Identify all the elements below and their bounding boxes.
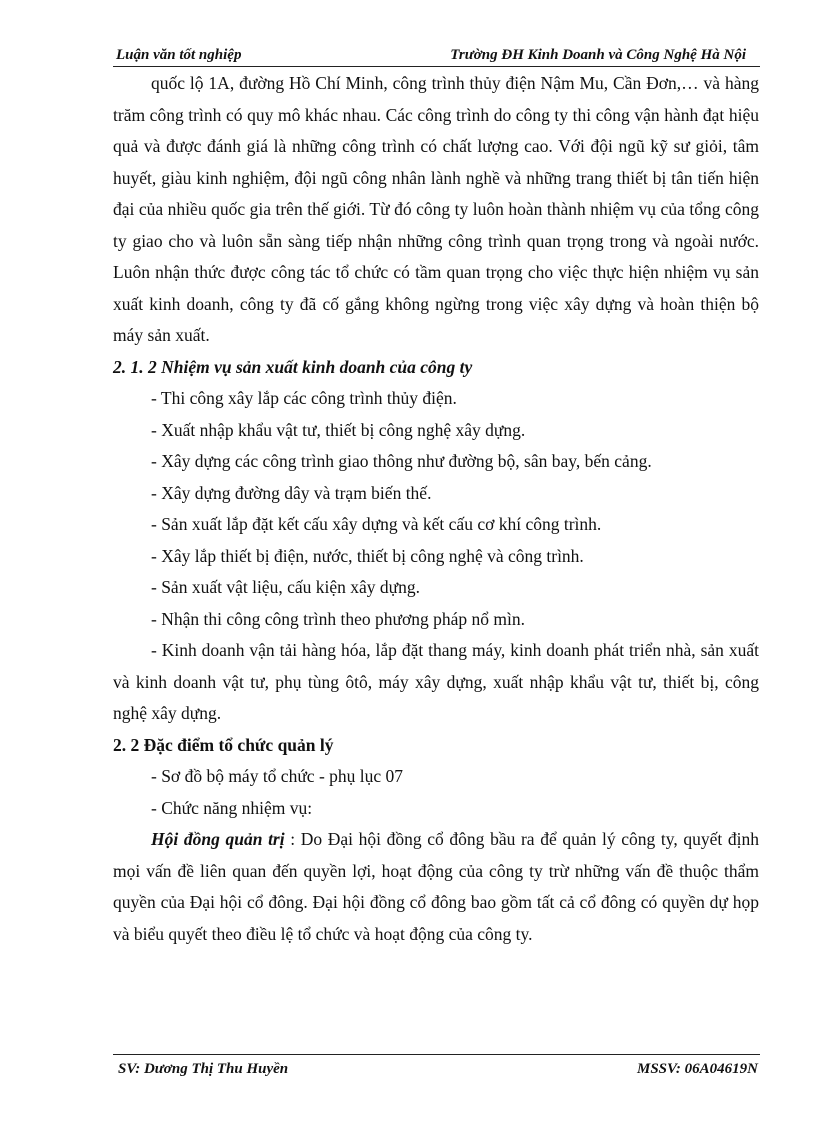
- list-item: - Nhận thi công công trình theo phương pháp nổ mìn.: [151, 608, 526, 629]
- header-thesis-label: Luận văn tốt nghiệp: [116, 47, 242, 63]
- section-heading-2-1-2: 2. 1. 2 Nhiệm vụ sản xuất kinh doanh của công ty: [113, 356, 473, 377]
- page-body: [113, 68, 759, 950]
- page-footer: [113, 1054, 760, 1081]
- board-paragraph: [113, 824, 759, 950]
- intro-paragraph: quốc lộ 1A, đường Hồ Chí Minh, công trình thủy điện Nậm Mu, Cần Đơn,… và hàng trăm công trình có quy mô khác nhau. Các công trình do công ty thi công vận hành đạt hiệu quả và được đánh giá là những công trình có chất lượng cao. Với đội ngũ kỹ sư giỏi, tâm huyết, giàu kinh nghiệm, đội ngũ công nhân lành nghề và những trang thiết bị tân tiến hiện đại của nhiều quốc gia trên thế giới. Từ đó công ty luôn hoàn thành nhiệm vụ của tổng công ty giao cho và luôn sẵn sàng tiếp nhận những công trình quan trọng trong và ngoài nước. Luôn nhận thức được công tác tổ chức có tầm quan trọng cho việc thực hiện nhiệm vụ sản xuất kinh doanh, công ty đã cố gắng không ngừng trong việc xây dựng và hoàn thiện bộ máy sản xuất.: [113, 73, 759, 345]
- list-item: - Sơ đồ bộ máy tổ chức - phụ lục 07: [151, 766, 404, 786]
- list-item: - Sản xuất lắp đặt kết cấu xây dựng và kết cấu cơ khí công trình.: [151, 514, 602, 534]
- list-item: - Chức năng nhiệm vụ:: [151, 797, 313, 818]
- header-university-name: Trường ĐH Kinh Doanh và Công Nghệ Hà Nội: [450, 47, 746, 63]
- section-heading-2-2: 2. 2 Đặc điểm tổ chức quản lý: [113, 734, 334, 755]
- list-item: - Xây dựng đường dây và trạm biến thế.: [151, 482, 432, 503]
- list-item: - Xuất nhập khẩu vật tư, thiết bị công nghệ xây dựng.: [151, 419, 526, 440]
- list-item: - Sản xuất vật liệu, cấu kiện xây dựng.: [151, 577, 420, 597]
- page-header: [113, 44, 760, 67]
- footer-student-name: SV: Dương Thị Thu Huyền: [118, 1061, 289, 1077]
- list-item: - Xây dựng các công trình giao thông như đường bộ, sân bay, bến cảng.: [151, 451, 652, 471]
- board-term: Hội đồng quản trị: [151, 829, 285, 849]
- list-item: - Thi công xây lắp các công trình thủy điện.: [151, 388, 457, 408]
- list-item-long: - Kinh doanh vận tải hàng hóa, lắp đặt thang máy, kinh doanh phát triển nhà, sản xuất và kinh doanh vật tư, phụ tùng ôtô, máy xây dựng, xuất nhập khẩu vật tư, thiết bị, công nghệ xây dựng.: [113, 640, 759, 723]
- list-item: - Xây lắp thiết bị điện, nước, thiết bị công nghệ và công trình.: [151, 545, 584, 566]
- board-description: : Do Đại hội đồng cổ đông bầu ra để quản lý công ty, quyết định mọi vấn đề liên quan đến quyền lợi, hoạt động của công ty trừ những vấn đề thuộc thẩm quyền của Đại hội cổ đông. Đại hội đồng cổ đông bao gồm tất cả cổ đông có quyền dự họp và biểu quyết theo điều lệ tổ chức và hoạt động của công ty.: [113, 829, 759, 944]
- footer-student-id: MSSV: 06A04619N: [637, 1061, 758, 1077]
